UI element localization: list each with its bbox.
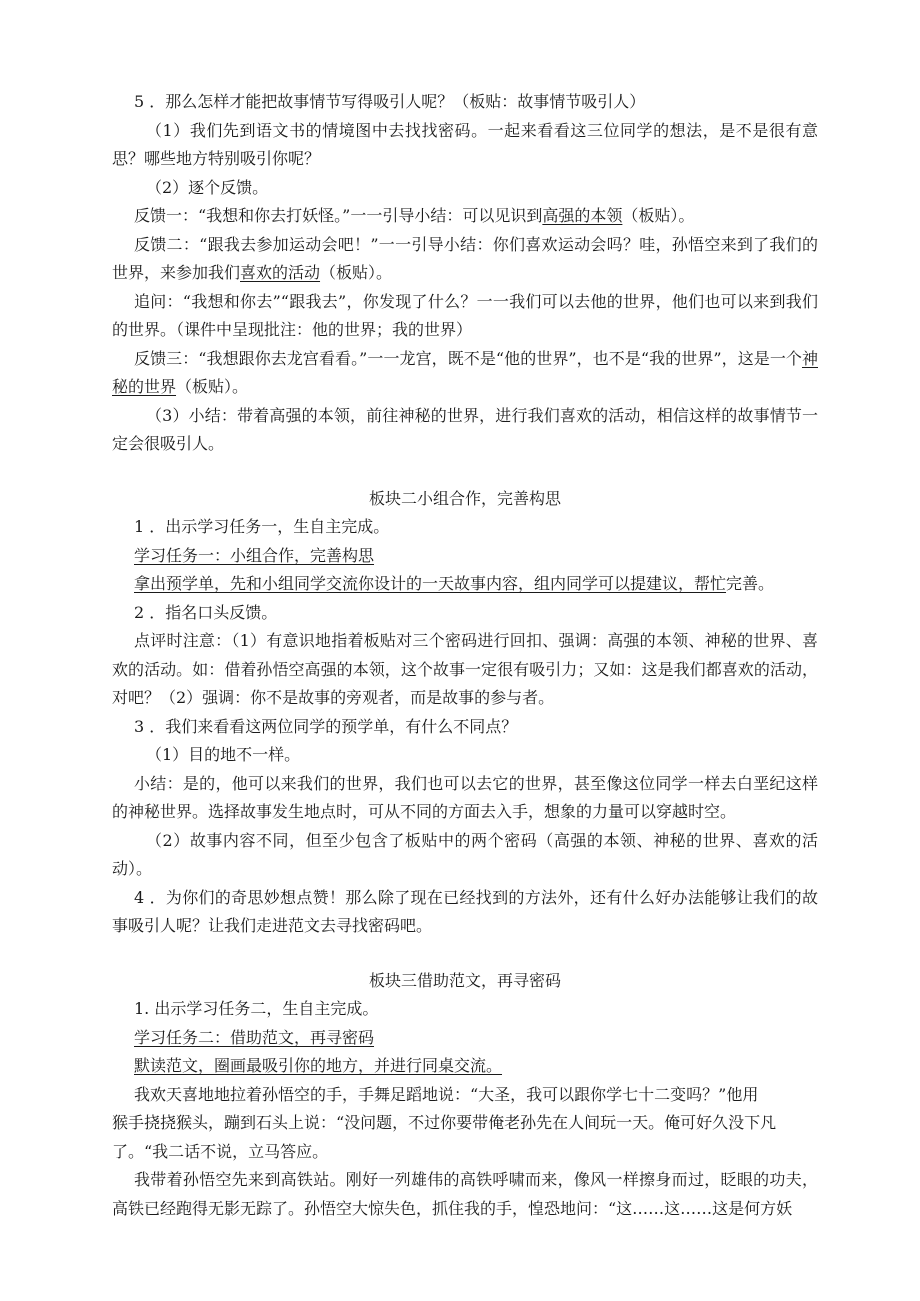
paragraph-step5-1: （1）我们先到语文书的情境图中去找找密码。一起来看看这三位同学的想法，是不是很有意思？哪些地方特别吸引你呢？ xyxy=(112,120,818,168)
section-heading-3: 板块三借助范文，再寻密码 xyxy=(368,970,561,990)
paragraph-feedback-3 xyxy=(112,345,818,402)
paragraph-s2-step2: 2 ．指名口头反馈。 xyxy=(134,602,278,622)
task-1-title xyxy=(112,542,818,571)
story-paragraph-2: 我带着孙悟空先来到高铁站。刚好一列雄伟的高铁呼啸而来，像风一样擦身而过，眨眼的功夫，高铁已经跑得无影无踪了。孙悟空大惊失色，抓住我的手，惶恐地问：“这……这……这是何方妖 xyxy=(112,1170,818,1218)
story-line-1: 我欢天喜地地拉着孙悟空的手，手舞足蹈地说：“大圣，我可以跟你学七十二变吗？”他用 xyxy=(134,1084,759,1104)
paragraph-step5-2: （2）逐个反馈。 xyxy=(146,177,269,197)
task-1-title-text: 学习任务一：小组合作，完善构思 xyxy=(134,545,375,565)
feedback-1-text: 反馈一：“我想和你去打妖怪。”一一引导小结：可以见识到 xyxy=(134,206,543,225)
paragraph-s2-note: 点评时注意：（1）有意识地指着板贴对三个密码进行回扣、强调：高强的本领、神秘的世界、喜欢的活动。如：借着孙悟空高强的本领，这个故事一定很有吸引力；又如：这是我们都喜欢的活动，对吧？（2）强调：你不是故事的旁观者，而是故事的参与者。 xyxy=(112,631,818,707)
story-line-2: 猴手挠挠猴头，蹦到石头上说：“没问题，不过你要带俺老孙先在人间玩一天。俺可好久没下凡 xyxy=(112,1113,777,1132)
paragraph-s2-summary: 小结：是的，他可以来我们的世界，我们也可以去它的世界，甚至像这位同学一样去白垩纪这样的神秘世界。选择故事发生地点时，可从不同的方面去入手，想象的力量可以穿越时空。 xyxy=(112,773,818,821)
paragraph-step5-3: （3）小结：带着高强的本领，前往神秘的世界，进行我们喜欢的活动，相信这样的故事情节一定会很吸引人。 xyxy=(112,405,818,453)
document-body xyxy=(112,88,818,1223)
paragraph-feedback-1 xyxy=(112,202,818,231)
section-heading-2: 板块二小组合作，完善构思 xyxy=(368,488,561,508)
task-1-body xyxy=(112,570,818,599)
feedback-1-underline: 高强的本领 xyxy=(542,206,623,225)
task-2-title xyxy=(112,1024,818,1053)
task-1-body-underline: 拿出预学单，先和小组同学交流你设计的一天故事内容，组内同学可以提建议，帮忙 xyxy=(134,574,727,593)
paragraph-s2-step3-1: （1）目的地不一样。 xyxy=(146,745,301,764)
paragraph-feedback-2 xyxy=(112,231,818,288)
task-1-body-tail: 完善。 xyxy=(726,574,775,593)
paragraph-follow-up: 追问：“我想和你去”“跟我去”，你发现了什么？一一我们可以去他的世界，他们也可以来到我们的世界。（课件中呈现批注：他的世界；我的世界） xyxy=(112,291,818,339)
feedback-3-tail: （板贴）。 xyxy=(176,377,249,396)
paragraph-step5: 5 ．那么怎样才能把故事情节写得吸引人呢？（板贴：故事情节吸引人） xyxy=(134,92,646,111)
feedback-1-tail: （板贴）。 xyxy=(622,206,695,225)
feedback-2-tail: （板贴）。 xyxy=(320,263,393,282)
feedback-3-underline: 神秘的世界 xyxy=(112,348,818,396)
story-line-3: 了。“我二话不说，立马答应。 xyxy=(112,1141,329,1161)
feedback-3-text: 反馈三：“我想跟你去龙宫看看。”一一龙宫，既不是“他的世界”，也不是“我的世界”，这是一个 xyxy=(134,348,802,368)
feedback-2-text: 反馈二：“跟我去参加运动会吧！”一一引导小结：你们喜欢运动会吗？哇，孙悟空来到了我们的世界，来参加我们 xyxy=(112,234,818,282)
paragraph-s2-step4: 4 ．为你们的奇思妙想点赞！那么除了现在已经找到的方法外，还有什么好办法能够让我们的故事吸引人呢？让我们走进范文去寻找密码吧。 xyxy=(112,887,818,935)
paragraph-s3-step1: 1. 出示学习任务二，生自主完成。 xyxy=(134,999,379,1018)
paragraph-s2-step3: 3 ．我们来看看这两位同学的预学单，有什么不同点？ xyxy=(134,716,518,736)
paragraph-s2-step1: 1 ．出示学习任务一，生自主完成。 xyxy=(134,517,390,536)
task-2-title-text: 学习任务二：借助范文，再寻密码 xyxy=(134,1027,375,1047)
task-2-body-text: 默读范文，圈画最吸引你的地方，并进行同桌交流。 xyxy=(134,1056,503,1075)
task-2-body xyxy=(112,1052,818,1081)
paragraph-s2-step3-2: （2）故事内容不同，但至少包含了板贴中的两个密码（高强的本领、神秘的世界、喜欢的活动）。 xyxy=(112,830,818,878)
feedback-2-underline: 喜欢的活动 xyxy=(240,263,321,282)
